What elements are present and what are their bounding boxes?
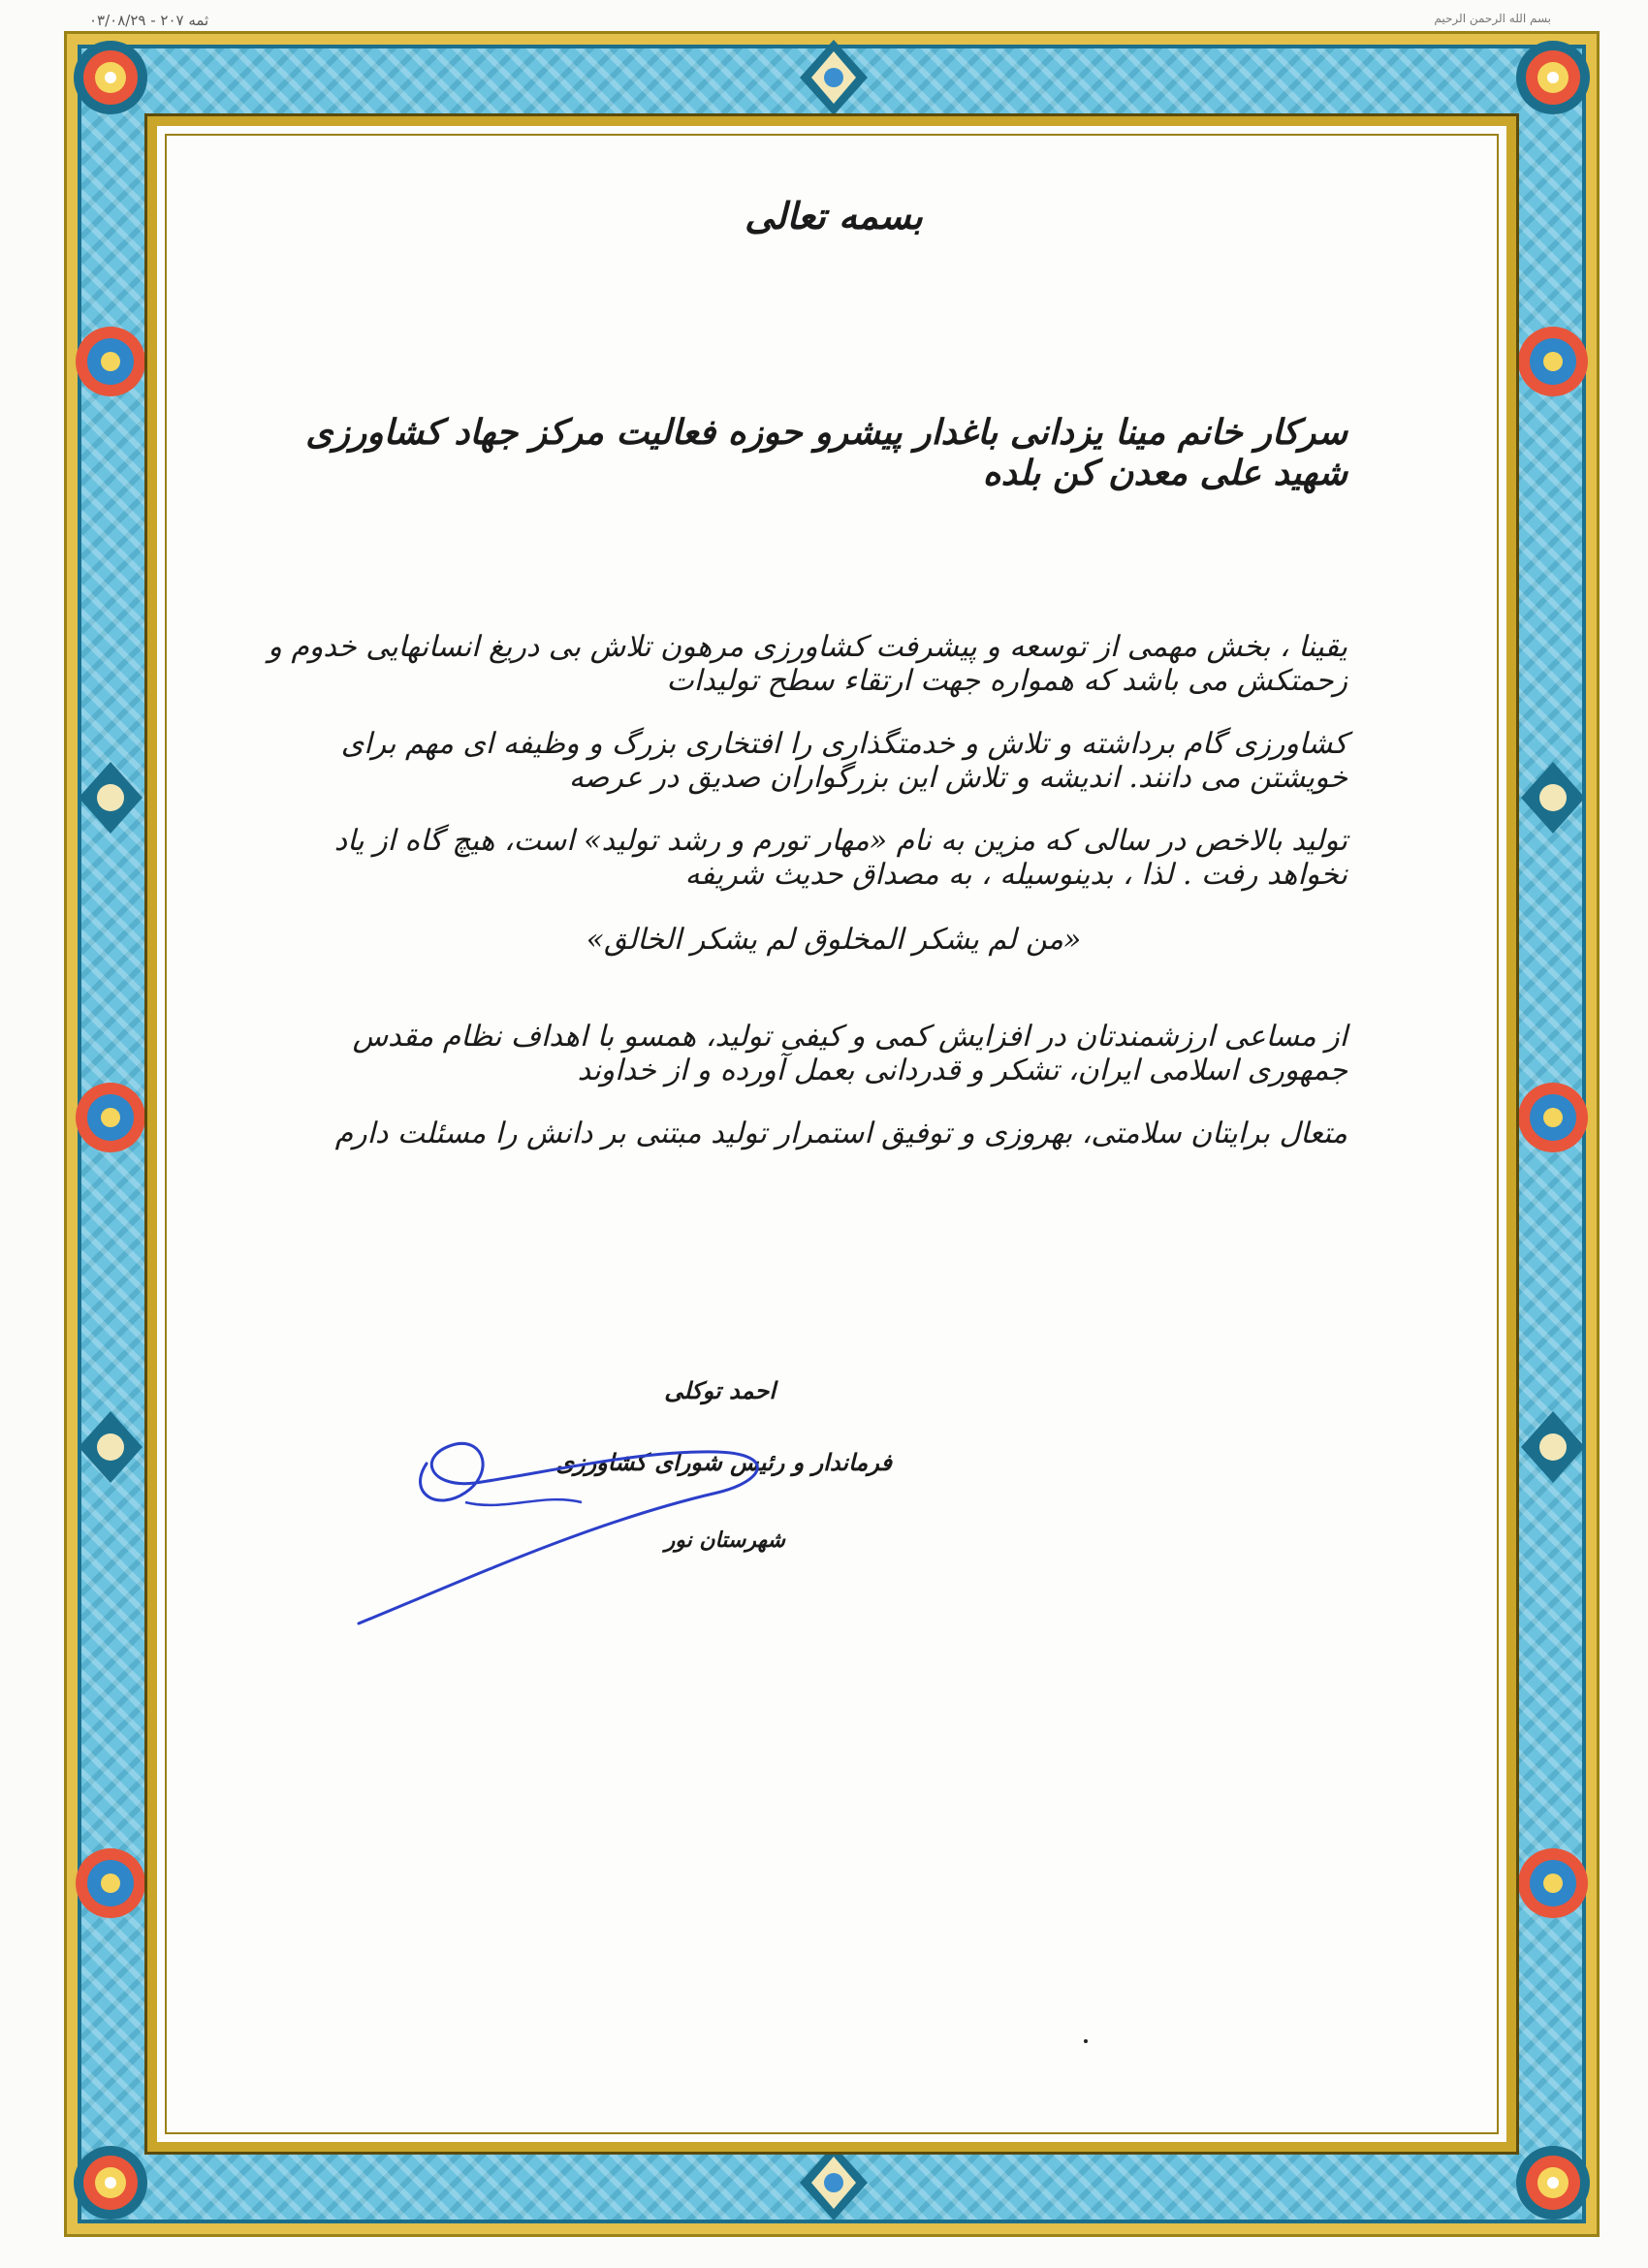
- side-medallion-icon: [1511, 756, 1595, 839]
- top-center-medallion-icon: [792, 36, 875, 119]
- body-line: تولید بالاخص در سالی که مزین به نام «مهار تورم و رشد تولید» است، هیچ گاه از یاد نخواهد رفت . لذا ، بدینوسیله ، به مصداق حدیث شریفه: [333, 824, 1347, 892]
- corner-rosette-icon: [69, 36, 152, 119]
- hadith-quote: «من لم یشکر المخلوق لم یشکر الخالق»: [586, 923, 1082, 957]
- body-line: کشاورزی گام برداشته و تلاش و خدمتگذاری را افتخاری بزرگ و وظیفه ای مهم برای خویشتن می دانند. اندیشه و تلاش این بزرگواران صدیق در عرصه: [340, 727, 1347, 795]
- corner-rosette-icon: [1511, 2141, 1595, 2224]
- closing-line: از مساعی ارزشمندتان در افزایش کمی و کیفی تولید، همسو با اهداف نظام مقدس جمهوری اسلامی ایران، تشکر و قدردانی بعمل آورده و از خداوند: [352, 1020, 1347, 1087]
- basmala-heading: بسمه تعالی: [745, 194, 923, 237]
- handwritten-signature: [349, 1434, 776, 1628]
- corner-rosette-icon: [69, 2141, 152, 2224]
- side-rosette-icon: [69, 1842, 152, 1925]
- signatory-city: شهرستان نور: [664, 1528, 785, 1553]
- side-rosette-icon: [1511, 320, 1595, 403]
- side-rosette-icon: [69, 320, 152, 403]
- closing-line: متعال برایتان سلامتی، بهروزی و توفیق استمرار تولید مبتنی بر دانش را مسئلت دارم: [334, 1117, 1347, 1150]
- body-line: یقینا ، بخش مهمی از توسعه و پیشرفت کشاورزی مرهون تلاش بی دریغ انسانهایی خدوم و زحمتکش می باشد که همواره جهت ارتقاء سطح تولیدات: [268, 630, 1347, 698]
- scan-speck: [1084, 2039, 1088, 2043]
- signatory-name: احمد توکلی: [664, 1376, 776, 1404]
- side-medallion-icon: [1511, 1405, 1595, 1489]
- recipient-salutation: سرکار خانم مینا یزدانی باغدار پیشرو حوزه فعالیت مرکز جهاد کشاورزی شهید علی معدن کن بلده: [305, 412, 1347, 493]
- certificate-content: [194, 136, 1474, 2113]
- signatory-title: فرماندار و رئیس شورای کشاورزی: [555, 1448, 892, 1476]
- scan-header-left-text: ثمه ۲۰۷ - ۰۳/۰۸/۲۹: [89, 12, 209, 29]
- side-rosette-icon: [1511, 1076, 1595, 1159]
- side-rosette-icon: [1511, 1842, 1595, 1925]
- bottom-center-medallion-icon: [792, 2141, 875, 2224]
- side-medallion-icon: [69, 1405, 152, 1489]
- corner-rosette-icon: [1511, 36, 1595, 119]
- side-rosette-icon: [69, 1076, 152, 1159]
- scan-header-right-text: بسم الله الرحمن الرحیم: [1434, 12, 1551, 25]
- side-medallion-icon: [69, 756, 152, 839]
